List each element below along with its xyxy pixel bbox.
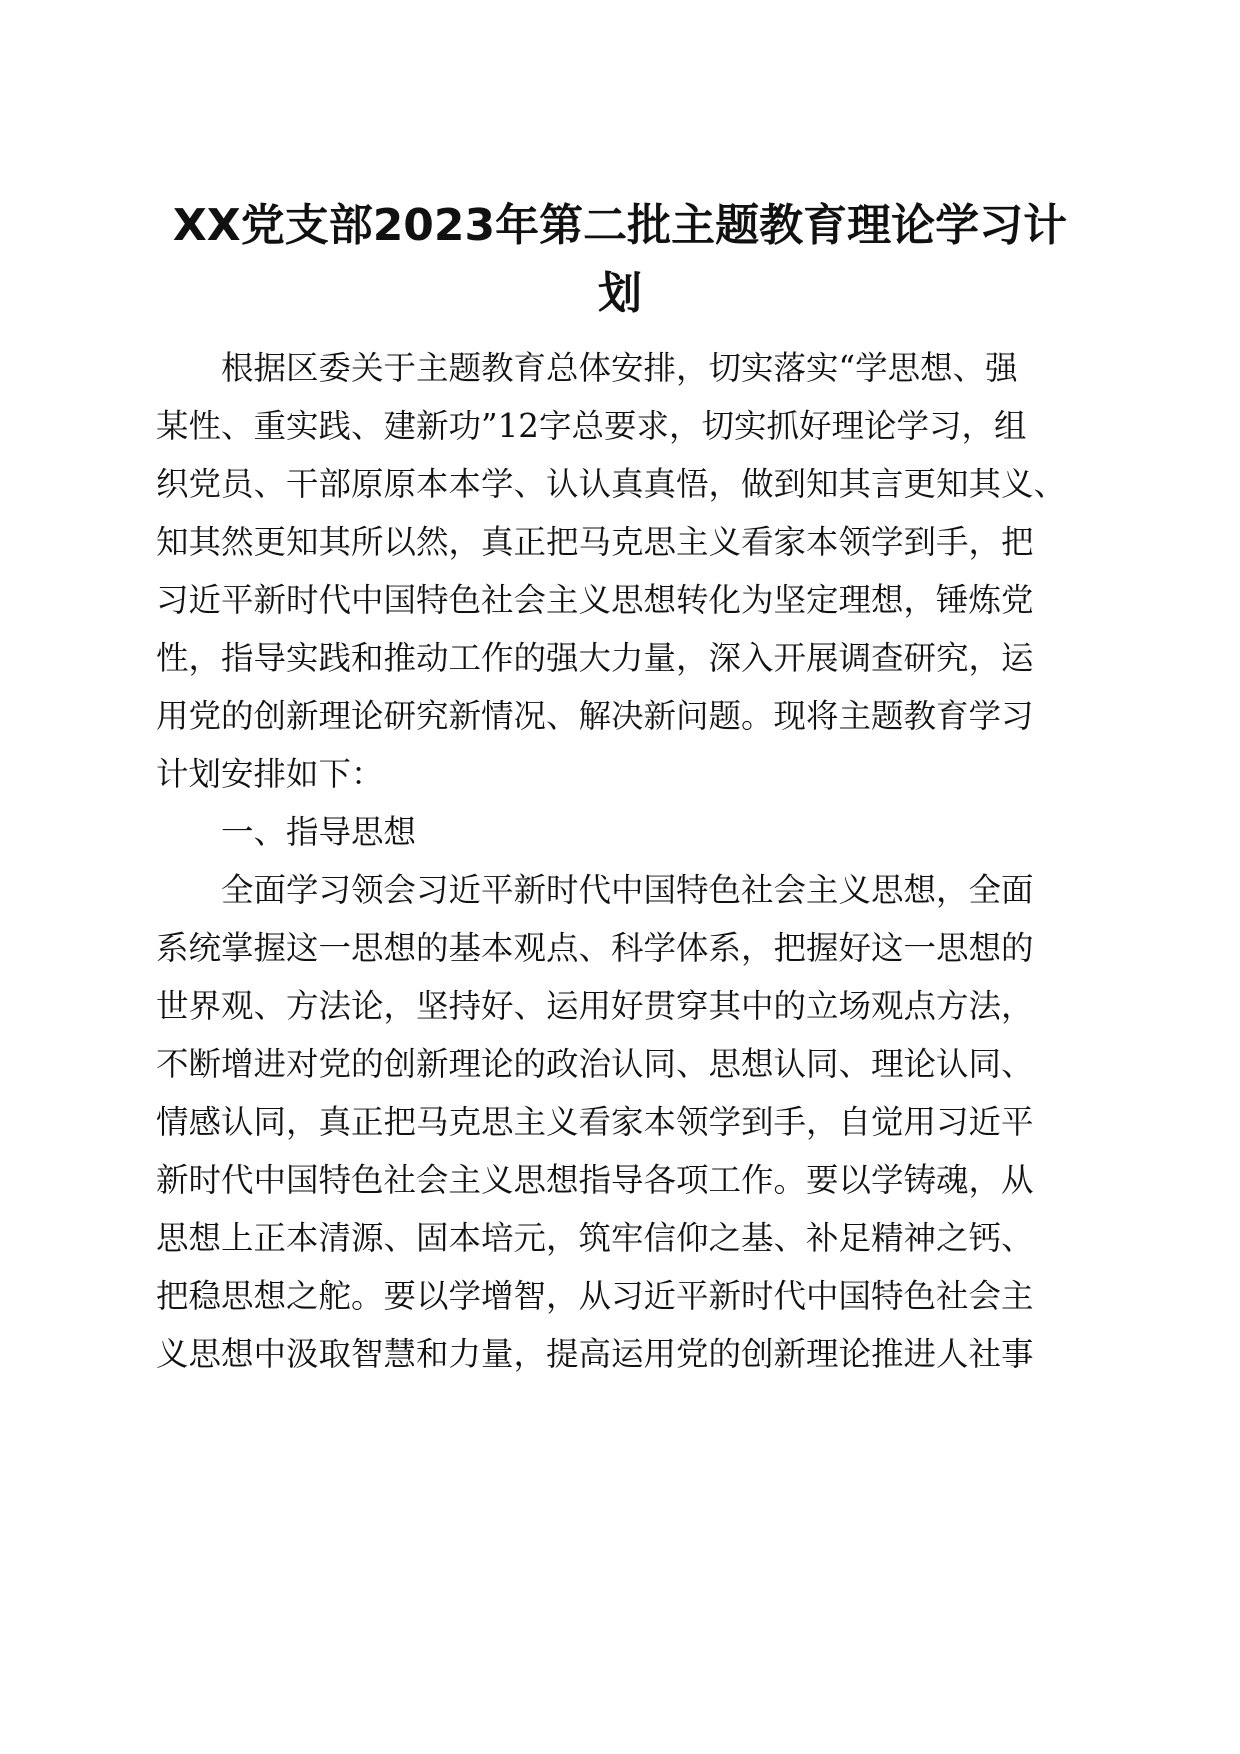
title-line: XX党支部2023年第二批主题教育理论学习计 [172, 200, 1068, 251]
section-paragraph-line: 义思想中汲取智慧和力量，提高运用党的创新理论推进人社事 [156, 1335, 1034, 1373]
section-paragraph-line: 全面学习领会习近平新时代中国特色社会主义思想，全面 [221, 871, 1034, 909]
intro-paragraph-line: 知其然更知其所以然，真正把马克思主义看家本领学到手，把 [156, 523, 1034, 561]
intro-paragraph-line: 织党员、干部原原本本学、认认真真悟，做到知其言更知其义、 [156, 465, 1067, 503]
section-paragraph-line: 世界观、方法论，坚持好、运用好贯穿其中的立场观点方法， [156, 987, 1034, 1025]
section-heading: 一、指导思想 [221, 813, 417, 851]
section-paragraph-line: 把稳思想之舵。要以学增智，从习近平新时代中国特色社会主 [156, 1277, 1034, 1315]
section-paragraph-line: 思想上正本清源、固本培元，筑牢信仰之基、补足精神之钙、 [156, 1219, 1034, 1257]
intro-paragraph-line: 某性、重实践、建新功”12字总要求，切实抓好理论学习，组 [156, 407, 1027, 445]
section-paragraph-line: 不断增进对党的创新理论的政治认同、思想认同、理论认同、 [156, 1045, 1034, 1083]
intro-paragraph-line: 性，指导实践和推动工作的强大力量，深入开展调查研究，运 [156, 639, 1034, 677]
section-paragraph-line: 新时代中国特色社会主义思想指导各项工作。要以学铸魂，从 [156, 1161, 1034, 1199]
intro-paragraph-line: 用党的创新理论研究新情况、解决新问题。现将主题教育学习 [156, 697, 1034, 735]
section-paragraph-line: 情感认同，真正把马克思主义看家本领学到手，自觉用习近平 [156, 1103, 1034, 1141]
section-paragraph-line: 系统掌握这一思想的基本观点、科学体系，把握好这一思想的 [156, 929, 1034, 967]
intro-paragraph-line: 根据区委关于主题教育总体安排，切实落实“学思想、强 [221, 349, 1018, 387]
document-title [150, 192, 1090, 328]
intro-paragraph-line: 习近平新时代中国特色社会主义思想转化为坚定理想，锤炼党 [156, 581, 1034, 619]
intro-paragraph-line: 计划安排如下： [156, 755, 384, 793]
title-line: 划 [598, 268, 642, 319]
